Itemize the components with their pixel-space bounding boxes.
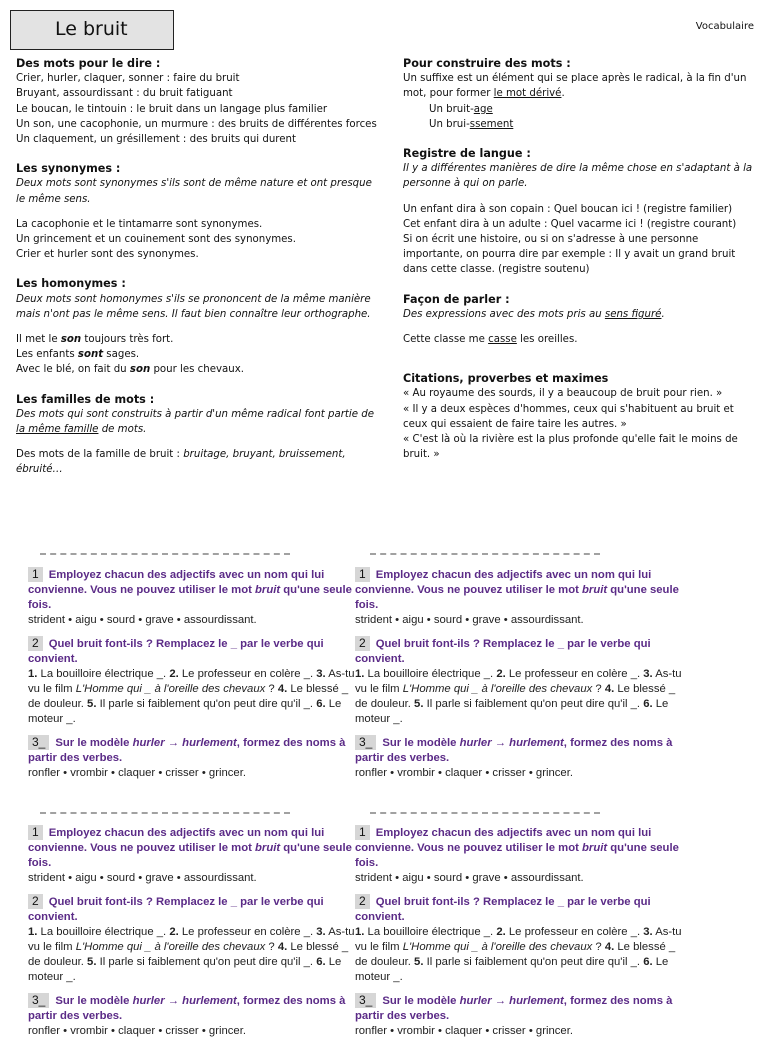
exercise-2-question: 2 Quel bruit font-ils ? Remplacez le _ par le verbe qui convient. [28, 636, 324, 665]
synonymes-example: Un grincement et un couinement sont des synonymes. [16, 234, 296, 246]
registre-definition: Il y a différentes manières de dire la même chose en s'adaptant à la personne à qui on parle. [403, 163, 753, 190]
derived-word: Un bruit-age [429, 103, 493, 115]
exercise-1-words: strident • aigu • sourd • grave • assourdissant. [355, 614, 584, 626]
homonymes-definition: Deux mots sont homonymes s'ils se prononcent de la même manière mais n'ont pas le même sens. Il faut bien connaître leur orthographe. [16, 293, 371, 320]
exercise-3-words: ronfler • vrombir • claquer • crisser • grincer. [28, 767, 246, 779]
exercise-1 [355, 825, 685, 886]
synonymes-example: Crier et hurler sont des synonymes. [16, 249, 199, 261]
citation: « Il y a deux espèces d'hommes, ceux qui s'habituent au bruit et ceux qui essaient de faire taire les autres. » [403, 403, 734, 430]
exercise-1 [28, 825, 358, 886]
exercise-2 [28, 894, 358, 985]
exercise-1-words: strident • aigu • sourd • grave • assourdissant. [28, 872, 257, 884]
cut-line [370, 553, 600, 557]
synonymes-definition: Deux mots sont synonymes s'ils sont de même nature et ont presque le même sens. [16, 178, 372, 205]
exercise-number: 2 [355, 636, 370, 651]
exercise-2-question: 2 Quel bruit font-ils ? Remplacez le _ par le verbe qui convient. [355, 636, 651, 665]
heading-homonymes: Les homonymes : [16, 277, 126, 291]
exercise-card [28, 567, 358, 789]
exercise-1-words: strident • aigu • sourd • grave • assourdissant. [355, 872, 584, 884]
exercise-number: 1 [28, 567, 43, 582]
registre-line: Un enfant dira à son copain : Quel boucan ici ! (registre familier) [403, 203, 733, 215]
exercise-1-question: 1 Employez chacun des adjectifs avec un nom qui lui convienne. Vous ne pouvez utiliser le mot bruit qu'une seule fois. [355, 567, 679, 611]
mots-line: Bruyant, assourdissant : du bruit fatiguant [16, 88, 233, 100]
exercise-number: 2 [28, 636, 43, 651]
heading-facon: Façon de parler : [403, 292, 510, 306]
exercise-3-question: 3_ Sur le modèle hurler → hurlement, formez des noms à partir des verbes. [28, 993, 346, 1022]
homonymes-example: Il met le son toujours très fort. [16, 334, 174, 346]
exercise-number: 3_ [355, 735, 376, 750]
exercise-2-question: 2 Quel bruit font-ils ? Remplacez le _ par le verbe qui convient. [355, 894, 651, 923]
synonymes-example: La cacophonie et le tintamarre sont synonymes. [16, 218, 263, 230]
construire-text: Un suffixe est un élément qui se place après le radical, à la fin d'un mot, pour former le mot dérivé. [403, 73, 747, 100]
facon-definition: Des expressions avec des mots pris au sens figuré. [403, 308, 665, 320]
homonymes-example: Les enfants sont sages. [16, 349, 140, 361]
familles-definition: Des mots qui sont construits à partir d'un même radical font partie de la même famille de mots. [16, 408, 374, 436]
facon-example: Cette classe me casse les oreilles. [403, 334, 578, 346]
heading-synonymes: Les synonymes : [16, 162, 121, 176]
exercise-3 [355, 993, 685, 1039]
exercise-2 [355, 894, 685, 985]
exercise-1-question: 1 Employez chacun des adjectifs avec un nom qui lui convienne. Vous ne pouvez utiliser le mot bruit qu'une seule fois. [28, 567, 352, 611]
exercise-3-question: 3_ Sur le modèle hurler → hurlement, formez des noms à partir des verbes. [28, 735, 346, 764]
right-column [403, 56, 753, 462]
exercise-2-sentences: 1. La bouilloire électrique _. 2. Le professeur en colère _. 3. As-tu vu le film L'Homme qui _ à l'oreille des chevaux ? 4. Le blessé _ de douleur. 5. Il parle si faiblement qu'on peut dire qu'il _. 6. Le moteur _. [28, 668, 355, 725]
exercise-3-question: 3_ Sur le modèle hurler → hurlement, formez des noms à partir des verbes. [355, 735, 673, 764]
exercise-card [28, 825, 358, 1047]
exercise-number: 1 [355, 567, 370, 582]
exercise-number: 3_ [28, 735, 49, 750]
citation: « C'est là où la rivière est la plus profonde qu'elle fait le moins de bruit. » [403, 434, 738, 461]
exercise-2 [355, 636, 685, 727]
exercise-number: 3_ [28, 993, 49, 1008]
page-title: Le bruit [10, 10, 174, 50]
citation: « Au royaume des sourds, il y a beaucoup de bruit pour rien. » [403, 388, 723, 400]
exercise-number: 3_ [355, 993, 376, 1008]
exercise-1-question: 1 Employez chacun des adjectifs avec un nom qui lui convienne. Vous ne pouvez utiliser le mot bruit qu'une seule fois. [355, 825, 679, 869]
cut-line [40, 812, 290, 816]
exercise-number: 1 [28, 825, 43, 840]
exercise-card [355, 825, 685, 1047]
exercise-2-sentences: 1. La bouilloire électrique _. 2. Le professeur en colère _. 3. As-tu vu le film L'Homme qui _ à l'oreille des chevaux ? 4. Le blessé _ de douleur. 5. Il parle si faiblement qu'on peut dire qu'il _. 6. Le moteur _. [355, 668, 682, 725]
exercise-1-words: strident • aigu • sourd • grave • assourdissant. [28, 614, 257, 626]
cut-line [40, 553, 290, 557]
cut-line [370, 812, 600, 816]
exercise-card [355, 567, 685, 789]
registre-line: Si on écrit une histoire, ou si on s'adresse à une personne importante, on pourra dire par exemple : Il y avait un grand bruit dans cette classe. (registre soutenu) [403, 234, 736, 276]
heading-familles: Les familles de mots : [16, 392, 155, 406]
exercise-3 [355, 735, 685, 781]
exercise-2-sentences: 1. La bouilloire électrique _. 2. Le professeur en colère _. 3. As-tu vu le film L'Homme qui _ à l'oreille des chevaux ? 4. Le blessé _ de douleur. 5. Il parle si faiblement qu'on peut dire qu'il _. 6. Le moteur _. [355, 926, 682, 983]
mots-line: Le boucan, le tintouin : le bruit dans un langage plus familier [16, 103, 328, 115]
mots-line: Un son, une cacophonie, un murmure : des bruits de différentes forces [16, 118, 377, 130]
homonymes-example: Avec le blé, on fait du son pour les chevaux. [16, 364, 244, 376]
mots-line: Un claquement, un grésillement : des bruits qui durent [16, 134, 296, 146]
exercise-1 [28, 567, 358, 628]
exercise-3-words: ronfler • vrombir • claquer • crisser • grincer. [28, 1025, 246, 1037]
mots-line: Crier, hurler, claquer, sonner : faire du bruit [16, 73, 240, 85]
exercise-2-question: 2 Quel bruit font-ils ? Remplacez le _ par le verbe qui convient. [28, 894, 324, 923]
exercise-1-question: 1 Employez chacun des adjectifs avec un nom qui lui convienne. Vous ne pouvez utiliser le mot bruit qu'une seule fois. [28, 825, 352, 869]
derived-word: Un brui-ssement [429, 118, 514, 130]
exercise-number: 1 [355, 825, 370, 840]
familles-example: Des mots de la famille de bruit : bruitage, bruyant, bruissement, ébruité… [16, 449, 346, 476]
exercise-3-question: 3_ Sur le modèle hurler → hurlement, formez des noms à partir des verbes. [355, 993, 673, 1022]
registre-line: Cet enfant dira à un adulte : Quel vacarme ici ! (registre courant) [403, 218, 737, 230]
exercise-3 [28, 993, 358, 1039]
exercise-3 [28, 735, 358, 781]
exercise-2 [28, 636, 358, 727]
exercise-number: 2 [28, 894, 43, 909]
heading-citations: Citations, proverbes et maximes [403, 372, 609, 386]
exercise-number: 2 [355, 894, 370, 909]
heading-mots: Des mots pour le dire : [16, 57, 161, 70]
exercise-3-words: ronfler • vrombir • claquer • crisser • grincer. [355, 767, 573, 779]
exercise-1 [355, 567, 685, 628]
exercise-2-sentences: 1. La bouilloire électrique _. 2. Le professeur en colère _. 3. As-tu vu le film L'Homme qui _ à l'oreille des chevaux ? 4. Le blessé _ de douleur. 5. Il parle si faiblement qu'on peut dire qu'il _. 6. Le moteur _. [28, 926, 355, 983]
heading-registre: Registre de langue : [403, 147, 531, 161]
left-column [16, 56, 384, 478]
exercise-3-words: ronfler • vrombir • claquer • crisser • grincer. [355, 1025, 573, 1037]
subject-label: Vocabulaire [695, 21, 754, 32]
heading-construire: Pour construire des mots : [403, 57, 571, 70]
